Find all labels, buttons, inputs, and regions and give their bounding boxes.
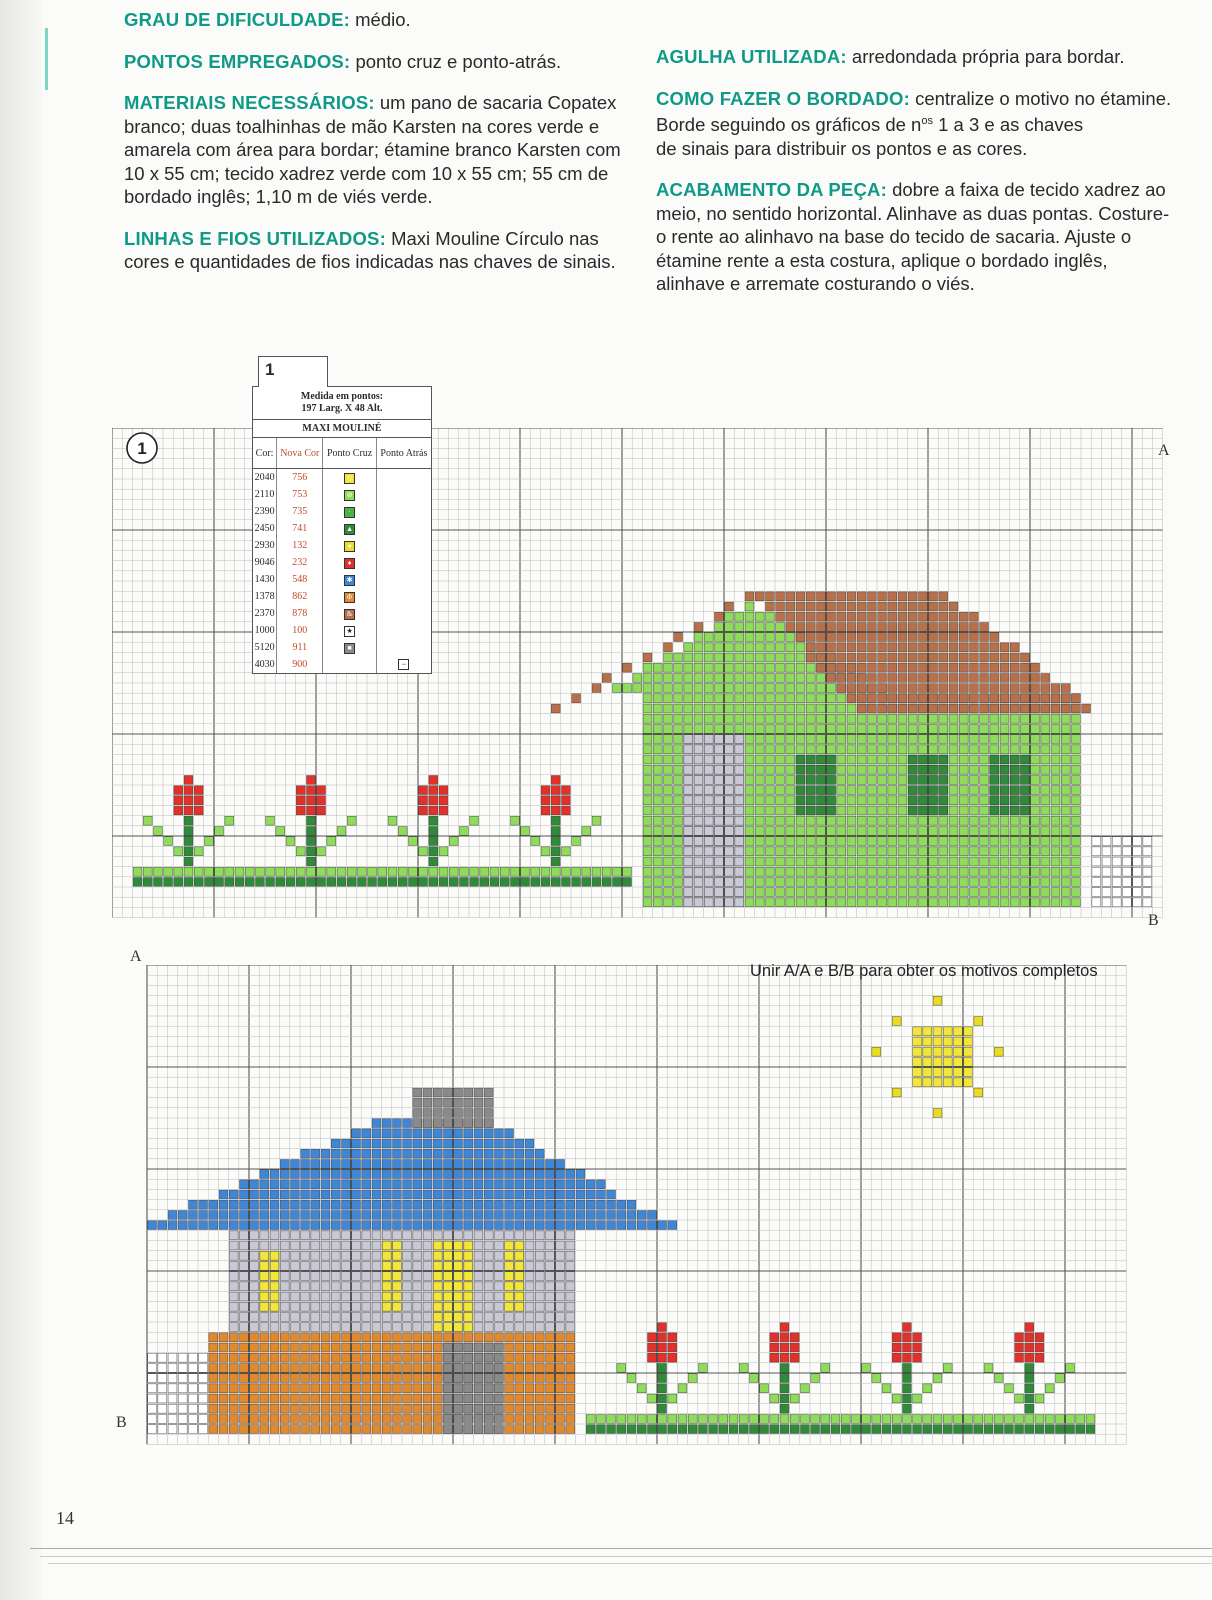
instructions-left-column — [124, 8, 624, 292]
key-row — [253, 520, 431, 537]
key-cor: 4030 — [253, 656, 277, 673]
key-atras-symbol — [376, 571, 431, 588]
cross-stitch-chart-2 — [112, 965, 1172, 1490]
key-brand: MAXI MOULINÉ — [253, 420, 431, 438]
key-cor: 5120 — [253, 639, 277, 656]
key-nova: 900 — [277, 656, 323, 673]
stitches-text: ponto cruz e ponto-atrás. — [355, 50, 562, 72]
key-atras-symbol — [376, 622, 431, 639]
chart-1-badge: 1 — [137, 439, 147, 458]
symbol-swatch-icon: ■ — [344, 643, 355, 654]
needle-paragraph — [656, 45, 1176, 69]
difficulty-label: GRAU DE DIFICULDADE: — [124, 9, 350, 30]
key-row — [253, 588, 431, 605]
key-cruz-symbol — [323, 605, 376, 622]
needle-text: arredondada própria para bordar. — [851, 46, 1125, 67]
flower-stem-h — [1025, 1364, 1034, 1414]
symbol-swatch-icon: · — [344, 507, 355, 518]
key-nova: 132 — [277, 537, 323, 554]
marker-b-bottom: B — [116, 1414, 127, 1431]
key-cor: 2370 — [253, 605, 277, 622]
marker-a-top: A — [1158, 442, 1170, 459]
join-note: Unir A/A e B/B para obter os motivos completos — [750, 962, 1098, 980]
key-cruz-symbol — [323, 503, 376, 520]
threads-paragraph — [124, 227, 624, 274]
key-row — [253, 486, 431, 503]
materials-label: MATERIAIS NECESSÁRIOS: — [124, 92, 375, 113]
key-atras-symbol — [376, 588, 431, 605]
key-cruz-symbol — [323, 486, 376, 503]
difficulty-paragraph — [124, 8, 624, 32]
key-row — [253, 639, 431, 656]
key-row — [253, 605, 431, 622]
finish-text: dobre a faixa de tecido xadrez ao meio, no sentido horizontal. Alinhave as duas pontas. Costure-o rente ao alinhavo na base do tecido de sacaria. Ajuste o étamine rente a esta costura, aplique o bordado inglês, alinhave e arremate costurando o viés. — [656, 179, 1170, 295]
page-bottom-edge — [30, 1548, 1212, 1549]
key-cruz-symbol — [323, 639, 376, 656]
key-atras-symbol — [376, 639, 431, 656]
key-atras-symbol — [376, 554, 431, 571]
key-cruz-symbol — [323, 571, 376, 588]
howto-sup: os — [921, 115, 933, 127]
key-cruz-symbol — [323, 469, 376, 487]
symbol-swatch-icon: ✱ — [344, 575, 355, 586]
color-key-table — [252, 386, 432, 674]
key-measure-line2: 197 Larg. X 48 Alt. — [301, 403, 383, 414]
key-cor: 1000 — [253, 622, 277, 639]
key-row — [253, 622, 431, 639]
key-cruz-symbol — [323, 537, 376, 554]
stitches-paragraph — [124, 50, 624, 74]
key-cruz-symbol — [323, 622, 376, 639]
flower-stem-e — [658, 1364, 667, 1414]
instructions-right-column — [656, 45, 1176, 314]
flower-stem-f — [780, 1364, 789, 1414]
needle-label: AGULHA UTILIZADA: — [656, 46, 847, 67]
key-col-cruz: Ponto Cruz — [323, 438, 376, 469]
symbol-swatch-icon: Φ — [344, 592, 355, 603]
materials-paragraph — [124, 91, 624, 209]
key-measure — [253, 387, 431, 420]
key-cor: 2450 — [253, 520, 277, 537]
symbol-swatch-icon: ▲ — [344, 524, 355, 535]
threads-text: Maxi Mouline Círculo nas cores e quantidades de fios indicadas nas chaves de sinais. — [124, 227, 616, 272]
key-nova: 741 — [277, 520, 323, 537]
key-cor: 1378 — [253, 588, 277, 605]
key-atras-symbol — [376, 605, 431, 622]
key-cruz-symbol — [323, 554, 376, 571]
key-nova: 753 — [277, 486, 323, 503]
key-row — [253, 503, 431, 520]
key-nova: 735 — [277, 503, 323, 520]
key-atras-symbol — [376, 537, 431, 554]
page-bottom-edge-2 — [40, 1556, 1212, 1557]
key-col-atras: Ponto Atrás — [376, 438, 431, 469]
symbol-swatch-icon: & — [344, 609, 355, 620]
key-nova: 756 — [277, 469, 323, 487]
threads-label: LINHAS E FIOS UTILIZADOS: — [124, 227, 386, 249]
finish-paragraph — [656, 178, 1176, 296]
key-nova: 878 — [277, 605, 323, 622]
howto-paragraph — [656, 87, 1176, 161]
symbol-swatch-icon: ⊘ — [344, 490, 355, 501]
symbol-swatch-icon: ★ — [344, 626, 355, 637]
key-cruz-symbol — [323, 588, 376, 605]
key-cruz-symbol — [323, 656, 376, 673]
key-atras-symbol — [376, 520, 431, 537]
flower-stem-d — [551, 816, 560, 866]
symbol-swatch-icon: ♦ — [344, 558, 355, 569]
key-atras-symbol — [376, 656, 431, 673]
key-nova: 911 — [277, 639, 323, 656]
symbol-swatch-icon: − — [398, 659, 409, 670]
page-edge-mark — [45, 28, 48, 90]
key-row — [253, 656, 431, 673]
key-atras-symbol — [376, 503, 431, 520]
key-atras-symbol — [376, 486, 431, 503]
key-col-nova: Nova Cor — [277, 438, 323, 469]
key-cor: 2390 — [253, 503, 277, 520]
key-cor: 1430 — [253, 571, 277, 588]
flower-stem-a — [184, 816, 193, 866]
flower-stem-b — [307, 816, 316, 866]
key-cor: 2040 — [253, 469, 277, 487]
key-grid — [253, 438, 431, 673]
howto-text-a: centralize o motivo no étamine. Borde seguindo os gráficos de n — [656, 87, 1172, 136]
symbol-swatch-icon: ◇ — [344, 473, 355, 484]
finish-label: ACABAMENTO DA PEÇA: — [656, 179, 887, 201]
key-row — [253, 571, 431, 588]
flower-stem-g — [903, 1364, 912, 1414]
key-row — [253, 554, 431, 571]
page-gutter — [0, 0, 42, 1600]
chart-2-grid — [112, 965, 1172, 1490]
key-cor: 2110 — [253, 486, 277, 503]
key-nova: 232 — [277, 554, 323, 571]
key-row — [253, 469, 431, 487]
key-nova: 100 — [277, 622, 323, 639]
key-measure-line1: Medida em pontos: — [300, 391, 384, 402]
page-number: 14 — [56, 1508, 74, 1528]
page-bottom-edge-3 — [48, 1563, 1212, 1564]
key-nova: 548 — [277, 571, 323, 588]
materials-text: um pano de sacaria Copatex branco; duas toalhinhas de mão Karsten na cores verde e amarela com área para bordar; étamine branco Karsten com 10 x 55 cm; tecido xadrez verde com 10 x 55 cm; 55 cm de bordado inglês; 1,10 m de viés verde. — [124, 92, 621, 207]
howto-text-b: 1 a 3 e as chaves — [932, 114, 1084, 136]
marker-a-bottom: A — [130, 948, 142, 965]
key-nova: 862 — [277, 588, 323, 605]
symbol-swatch-icon: ● — [344, 541, 355, 552]
marker-b-top: B — [1148, 912, 1159, 929]
key-cruz-symbol — [323, 520, 376, 537]
ground-row-light — [133, 867, 631, 876]
key-cor: 9046 — [253, 554, 277, 571]
stitches-label: PONTOS EMPREGADOS: — [124, 50, 351, 72]
howto-label: COMO FAZER O BORDADO: — [656, 87, 910, 109]
difficulty-text: médio. — [355, 9, 411, 30]
key-col-cor: Cor: — [253, 438, 277, 469]
key-rows — [253, 469, 431, 674]
key-tab-number: 1 — [258, 356, 328, 387]
key-atras-symbol — [376, 469, 431, 487]
key-cor: 2930 — [253, 537, 277, 554]
howto-text-c: de sinais para distribuir os pontos e as cores. — [656, 137, 1028, 159]
ground-row-dark — [133, 878, 631, 887]
flower-stem-c — [429, 816, 438, 866]
key-row — [253, 537, 431, 554]
